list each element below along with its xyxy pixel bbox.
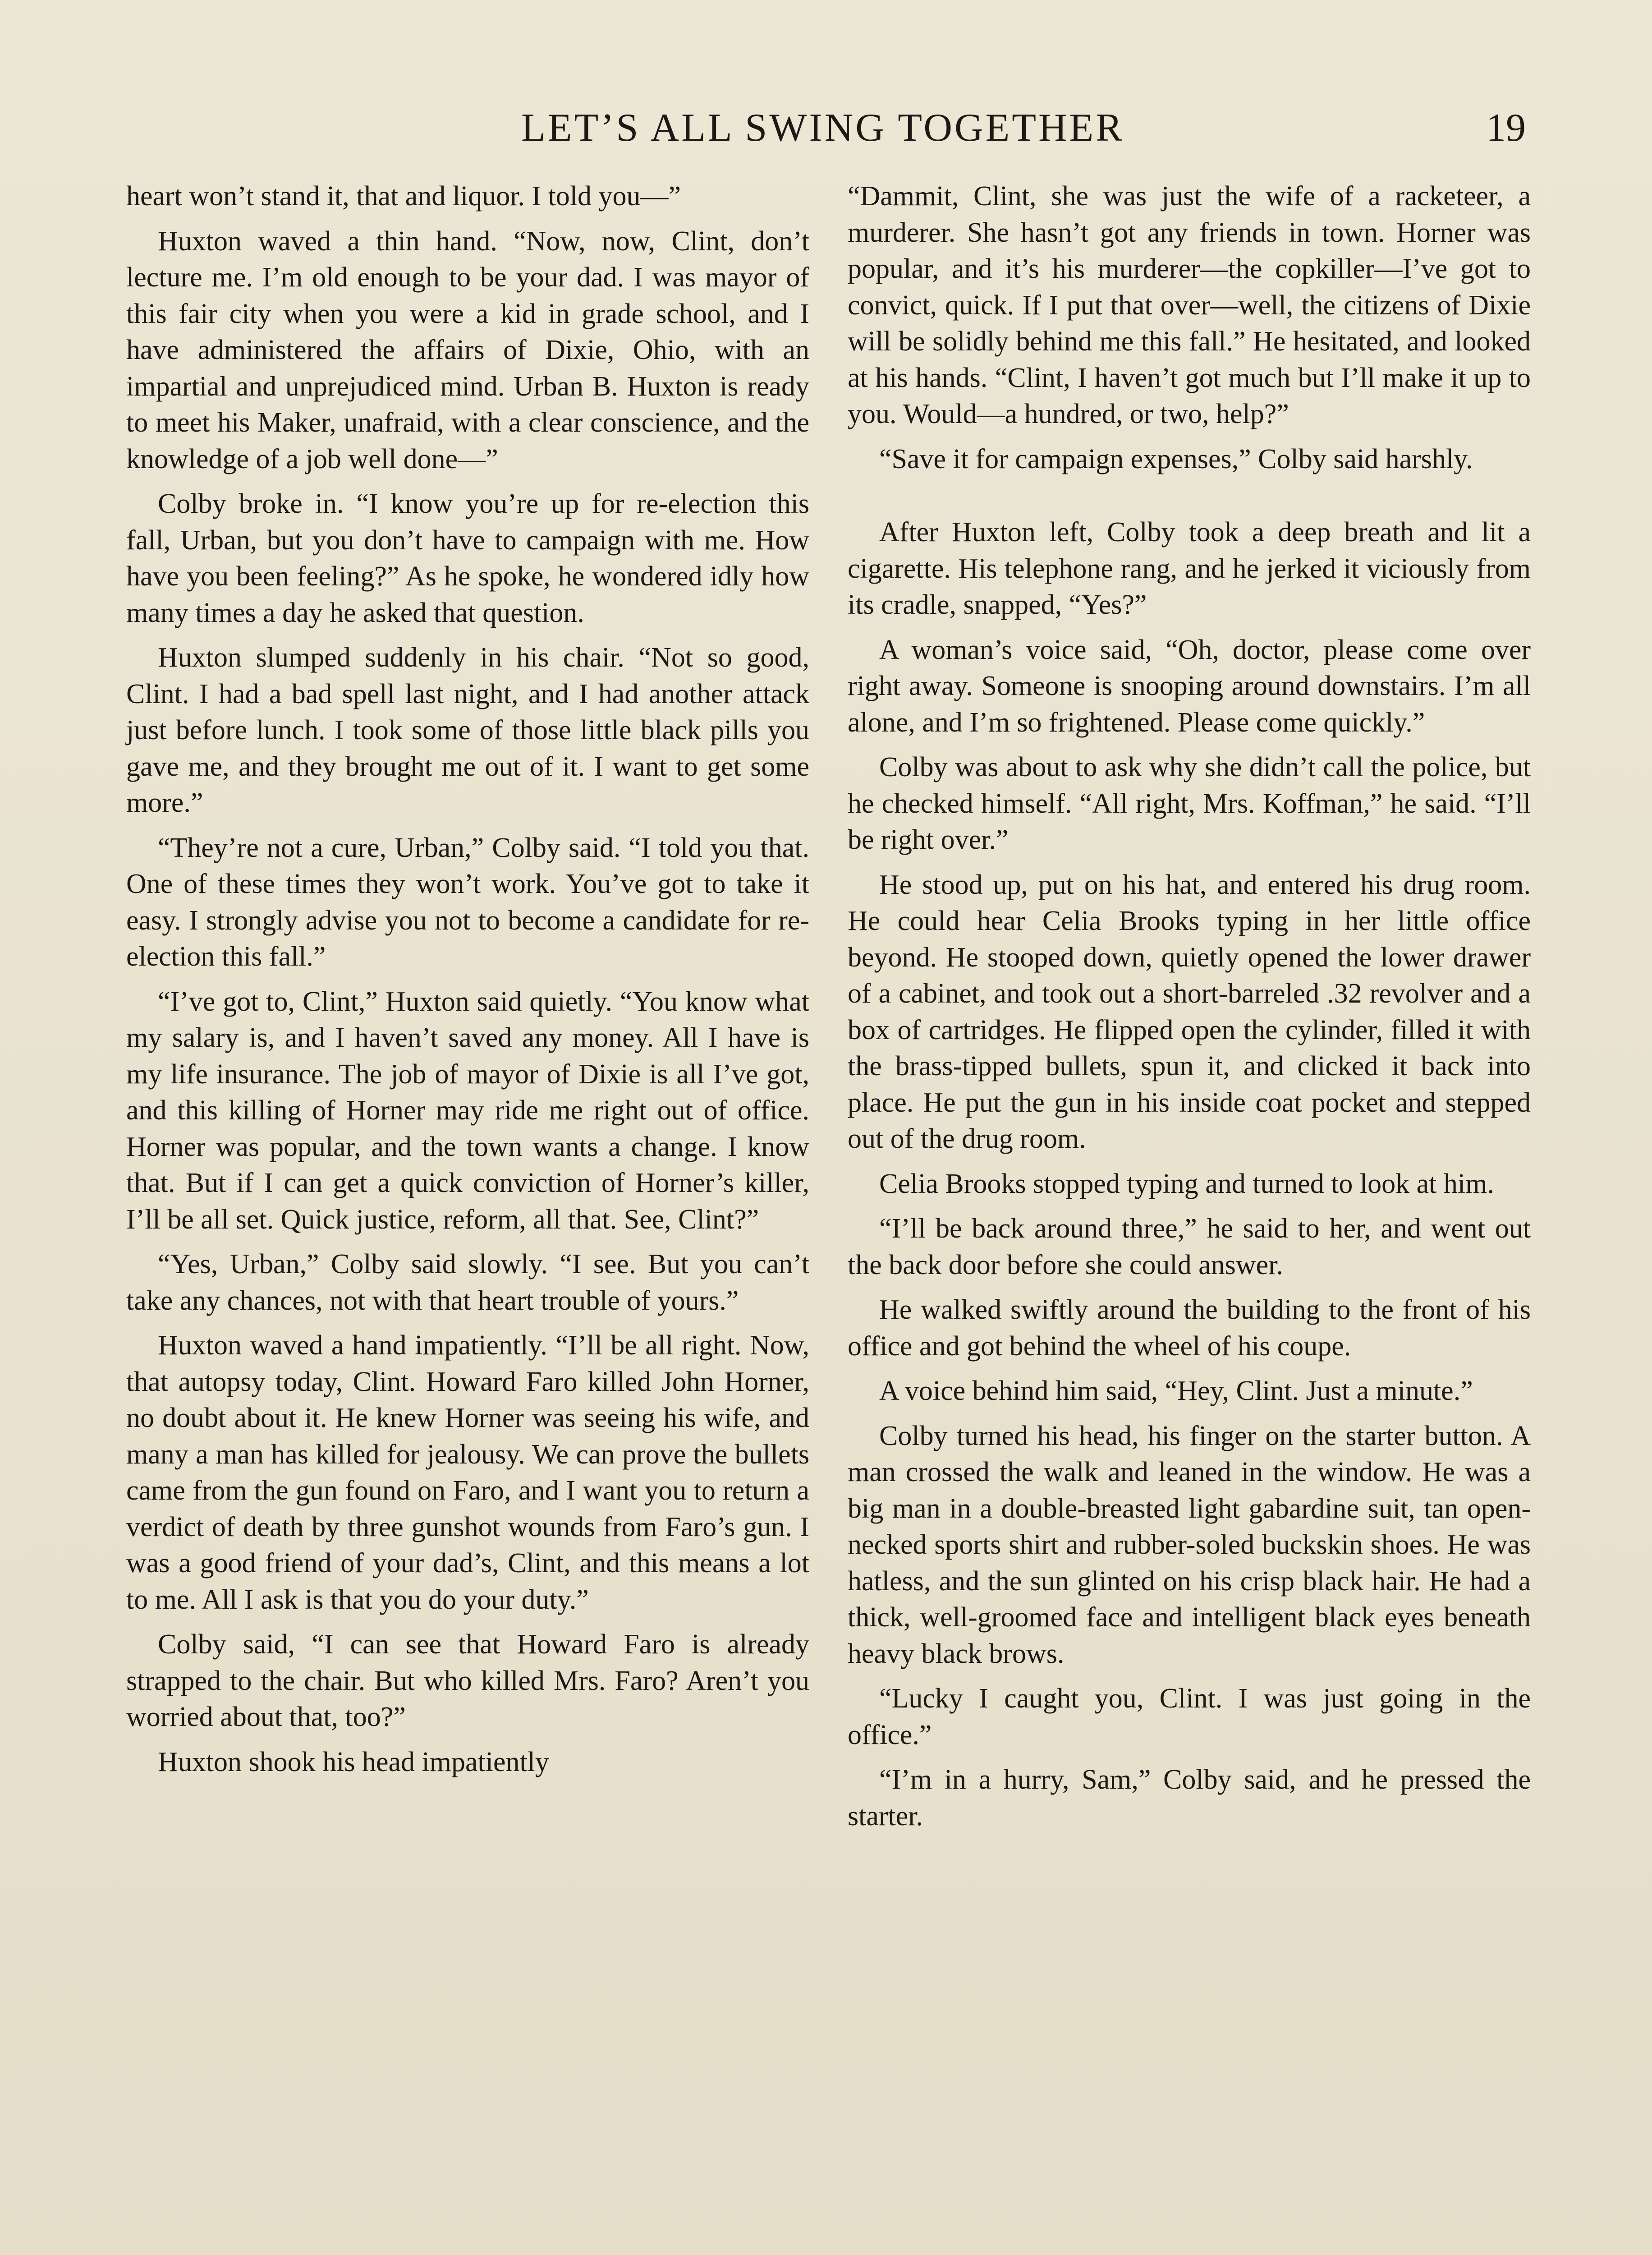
paragraph: “Dammit, Clint, she was just the wife of a racketeer, a murderer. She hasn’t got any friends in town. Horner was popular, and it’s his murderer—the copkiller—I’ve got to convict, quick. If I put that over—well, the citizens of Dixie will be solidly behind me this fall.” He hesitated, and looked at his hands. “Clint, I haven’t got much but I’ll make it up to you. Would—a hundred, or two, help?” (848, 181, 1531, 429)
running-head-title: LET’S ALL SWING TOGETHER (521, 106, 1125, 150)
paragraph: Huxton waved a hand impatiently. “I’ll be all right. Now, that autopsy today, Clint. Howard Faro killed John Horner, no doubt about it. He knew Horner was seeing his wife, and many a man has killed for jealousy. We can prove the bullets came from the gun found on Faro, and I want you to return a verdict of death by three gunshot wounds from Faro’s gun. I was a good friend of your dad’s, Clint, and this means a lot to me. All I ask is that you do your duty.” (126, 1330, 809, 1615)
paragraph: He stood up, put on his hat, and entered his drug room. He could hear Celia Brooks typing in her little office beyond. He stooped down, quietly opened the lower drawer of a cabinet, and took out a short-barreled .32 revolver and a box of cartridges. He flipped open the cylinder, filled it with the brass-tipped bullets, spun it, and clicked it back into place. He put the gun in his inside coat pocket and stepped out of the drug room. (848, 869, 1531, 1154)
left-text-column (126, 178, 809, 1789)
paragraph: A woman’s voice said, “Oh, doctor, please come over right away. Someone is snooping around downstairs. I’m all alone, and I’m so frightened. Please come quickly.” (848, 634, 1531, 738)
paragraph: Huxton waved a thin hand. “Now, now, Clint, don’t lecture me. I’m old enough to be your dad. I was mayor of this fair city when you were a kid in grade school, and I have administered the affairs of Dixie, Ohio, with an impartial and unprejudiced mind. Urban B. Huxton is ready to meet his Maker, unafraid, with a clear conscience, and the knowledge of a job well done—” (126, 226, 809, 474)
page-number: 19 (1486, 106, 1526, 150)
paragraph: Celia Brooks stopped typing and turned to look at him. (879, 1168, 1494, 1199)
paragraph: After Huxton left, Colby took a deep breath and lit a cigarette. His telephone rang, and he jerked it viciously from its cradle, snapped, “Yes?” (848, 517, 1531, 620)
paragraph: Colby turned his head, his finger on the starter button. A man crossed the walk and leaned in the window. He was a big man in a double-breasted light gabardine suit, tan open-necked sports shirt and rubber-soled buckskin shoes. He was hatless, and the sun glinted on his crisp black hair. He had a thick, well-groomed face and intelligent black eyes beneath heavy black brows. (848, 1420, 1531, 1669)
paragraph: Huxton shook his head impatiently (158, 1746, 549, 1777)
paragraph: heart won’t stand it, that and liquor. I told you—” (126, 181, 681, 212)
paragraph: Huxton slumped suddenly in his chair. “Not so good, Clint. I had a bad spell last night, and I had another attack just before lunch. I took some of those little black pills you gave me, and they brought me out of it. I want to get some more.” (126, 642, 809, 818)
paragraph: “Yes, Urban,” Colby said slowly. “I see. But you can’t take any chances, not with that heart trouble of yours.” (126, 1249, 809, 1316)
paragraph: Colby said, “I can see that Howard Faro is already strapped to the chair. But who killed Mrs. Faro? Aren’t you worried about that, too?” (126, 1629, 809, 1732)
paragraph: “I’m in a hurry, Sam,” Colby said, and he pressed the starter. (848, 1764, 1531, 1832)
paragraph: Colby broke in. “I know you’re up for re-election this fall, Urban, but you don’t have to campaign with me. How have you been feeling?” As he spoke, he wondered idly how many times a day he asked that question. (126, 488, 809, 628)
paragraph: “They’re not a cure, Urban,” Colby said. “I told you that. One of these times they won’t work. You’ve got to take it easy. I strongly advise you not to become a candidate for re-election this fall.” (126, 832, 809, 972)
paragraph: He walked swiftly around the building to the front of his office and got behind the wheel of his coupe. (848, 1294, 1531, 1362)
right-text-column (848, 178, 1531, 1843)
paragraph: “I’ve got to, Clint,” Huxton said quietly. “You know what my salary is, and I haven’t saved any money. All I have is my life insurance. The job of mayor of Dixie is all I’ve got, and this killing of Horner may ride me right out of office. Horner was popular, and the town wants a change. I know that. But if I can get a quick conviction of Horner’s killer, I’ll be all set. Quick justice, reform, all that. See, Clint?” (126, 986, 809, 1235)
paragraph: Colby was about to ask why she didn’t call the police, but he checked himself. “All right, Mrs. Koffman,” he said. “I’ll be right over.” (848, 752, 1531, 855)
paragraph: “I’ll be back around three,” he said to her, and went out the back door before she could answer. (848, 1213, 1531, 1280)
paragraph: A voice behind him said, “Hey, Clint. Just a minute.” (879, 1376, 1473, 1406)
paragraph: “Lucky I caught you, Clint. I was just going in the office.” (848, 1683, 1531, 1750)
paragraph: “Save it for campaign expenses,” Colby said harshly. (879, 443, 1473, 474)
